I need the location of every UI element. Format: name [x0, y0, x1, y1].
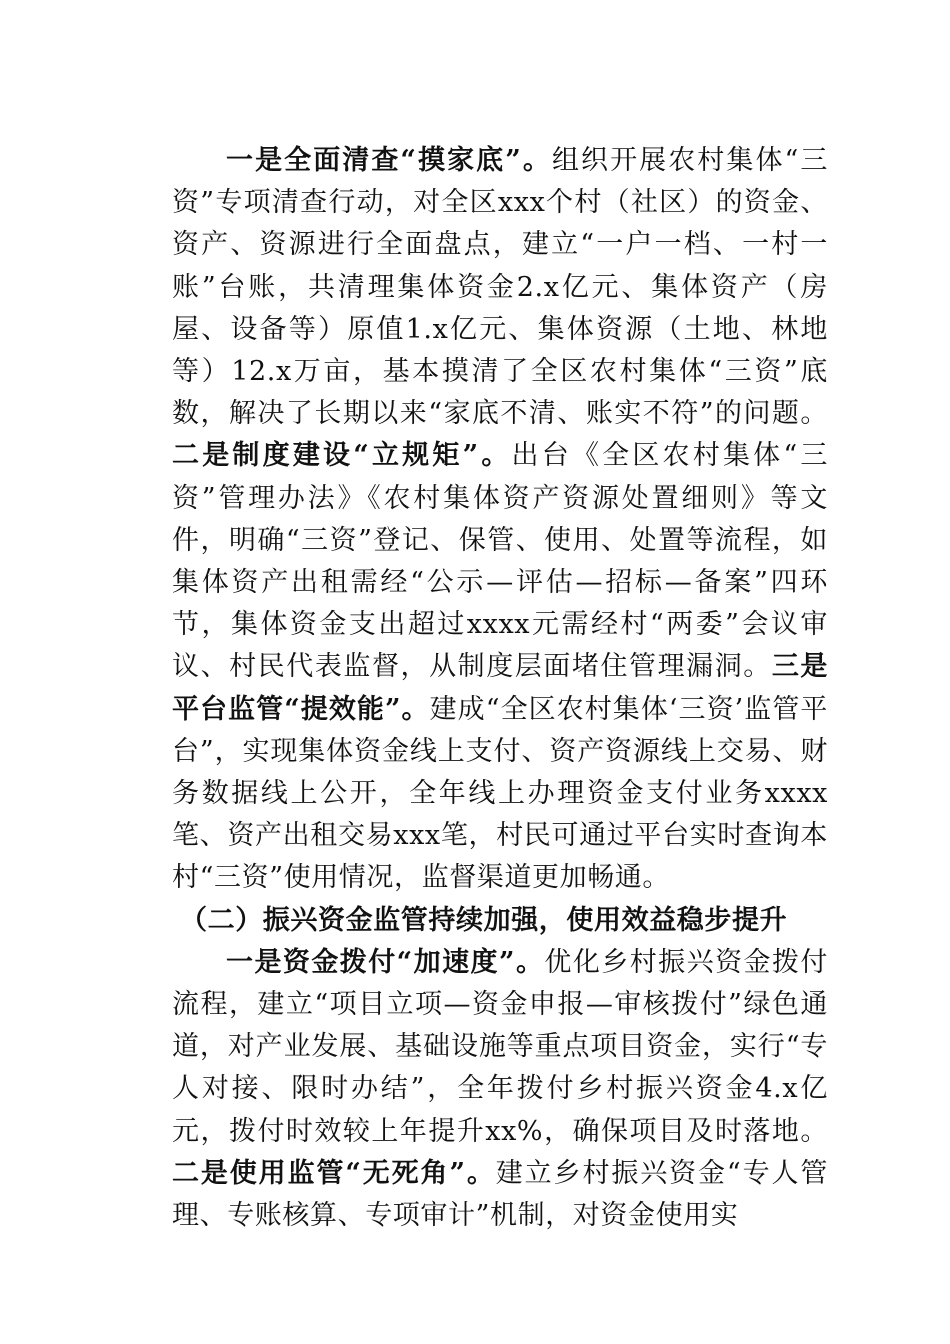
document-body	[172, 140, 828, 1237]
subpoint-lead-2: 二是制度建设“立规矩”。	[172, 440, 512, 472]
subpoint-body-5: 建立乡村振兴资金“专人管理、专账核算、专项审计”机制，对资金使用实	[172, 1157, 828, 1232]
section-heading	[172, 900, 828, 942]
section-heading-text: （二）振兴资金监管持续加强，使用效益稳步提升	[180, 904, 788, 936]
subpoint-lead-1: 一是全面清查“摸家底”。	[226, 145, 552, 176]
subpoint-body-1: 组织开展农村集体“三资”专项清查行动，对全区xxx个村（社区）的资金、资产、资源进行全面盘点，建立“一户一档、一村一账”台账，共清理集体资金2.x亿元、集体资产（房屋、设备等）原值1.x亿元、集体资源（土地、林地等）12.x万亩，基本摸清了全区农村集体“三资”底数，解决了长期以来“家底不清、账实不符”的问题。	[172, 145, 828, 430]
subpoint-body-2: 出台《全区农村集体“三资”管理办法》《农村集体资产资源处置细则》等文件，明确“三资”登记、保管、使用、处置等流程，如集体资产出租需经“公示—评估—招标—备案”四环节，集体资金支出超过xxxx元需经村“两委”会议审议、村民代表监督，从制度层面堵住管理漏洞。	[172, 440, 828, 683]
subpoint-body-3: 建成“全区农村集体‘三资’监管平台”，实现集体资金线上支付、资产资源线上交易、财务数据线上公开，全年线上办理资金支付业务xxxx笔、资产出租交易xxx笔，村民可通过平台实时查询本村“三资”使用情况，监督渠道更加畅通。	[172, 693, 828, 894]
subpoint-lead-3: 三是平台监管“提效能”。	[172, 651, 828, 725]
subpoint-body-4: 优化乡村振兴资金拨付流程，建立“项目立项—资金申报—审核拨付”绿色通道，对产业发展、基础设施等重点项目资金，实行“专人对接、限时办结”，全年拨付乡村振兴资金4.x亿元，拨付时效较上年提升xx%，确保项目及时落地。	[172, 946, 829, 1147]
subpoint-lead-4: 一是资金拨付“加速度”。	[226, 946, 545, 978]
paragraph-revitalization-funds	[172, 942, 828, 1237]
subpoint-lead-5: 二是使用监管“无死角”。	[172, 1157, 496, 1189]
paragraph-sanzi-management	[172, 140, 828, 900]
